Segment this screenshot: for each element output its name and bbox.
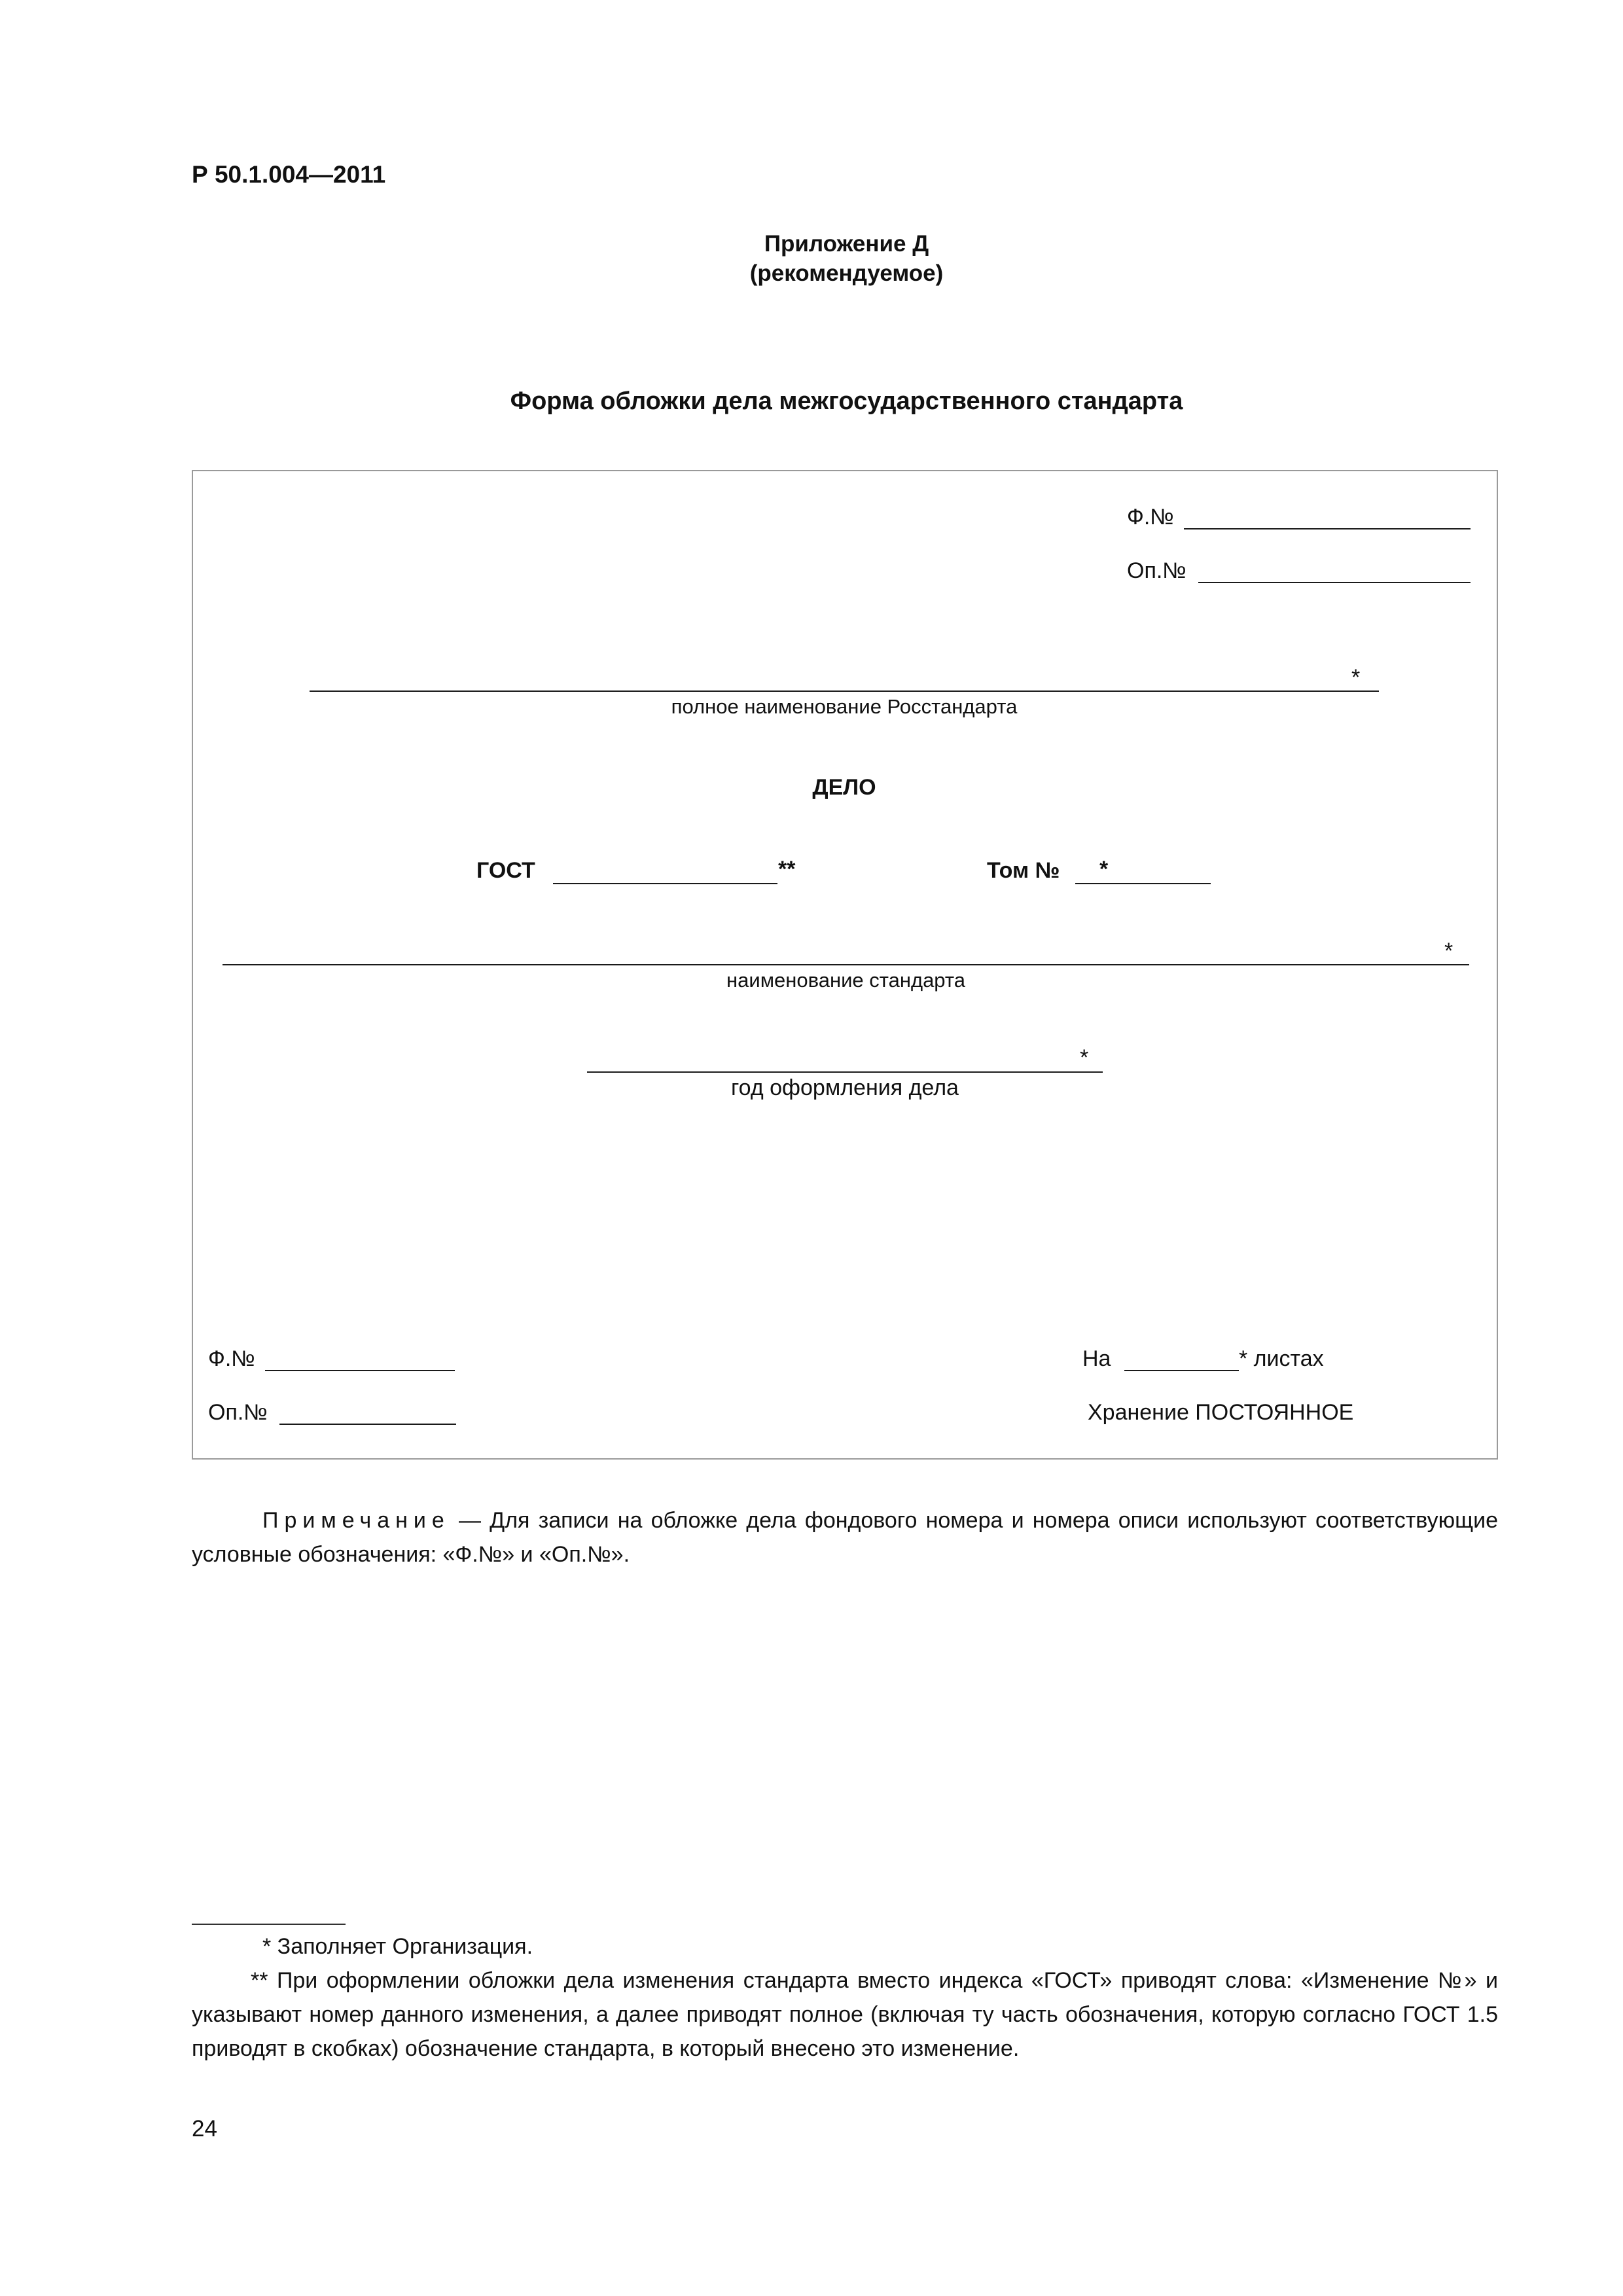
org-name-field[interactable] <box>310 691 1379 692</box>
top-opis-label: Оп.№ <box>1127 558 1186 583</box>
bottom-fond-field[interactable] <box>265 1370 455 1371</box>
form-title: Форма обложки дела межгосударственного стандарта <box>510 387 1183 415</box>
standard-name-star: * <box>1444 939 1454 963</box>
delo-heading: ДЕЛО <box>812 775 876 800</box>
note-label: Примечание <box>262 1508 450 1533</box>
storage-text: Хранение ПОСТОЯННОЕ <box>1088 1400 1354 1425</box>
bottom-fond-label: Ф.№ <box>208 1346 255 1371</box>
standard-name-caption: наименование стандарта <box>726 969 965 992</box>
page-number: 24 <box>192 2116 217 2142</box>
note-text: — Для записи на обложке дела фондового номера и номера описи используют соответствующие условные обозначения: «Ф.№» и «Оп.№». <box>192 1508 1498 1567</box>
document-id: Р 50.1.004—2011 <box>192 161 386 188</box>
tom-star: * <box>1099 857 1109 882</box>
appendix-title: Приложение Д <box>764 231 929 257</box>
org-name-caption: полное наименование Росстандарта <box>671 695 1018 718</box>
year-field[interactable] <box>587 1071 1103 1073</box>
year-caption: год оформления дела <box>731 1075 959 1100</box>
tom-number-field[interactable] <box>1075 883 1211 884</box>
top-fond-field[interactable] <box>1184 528 1471 529</box>
standard-name-field[interactable] <box>223 964 1469 965</box>
bottom-opis-label: Оп.№ <box>208 1400 268 1425</box>
appendix-status: (рекомендуемое) <box>749 260 944 286</box>
footnote-star: * Заполняет Организация. <box>262 1934 533 1959</box>
sheets-prefix: На <box>1082 1346 1111 1371</box>
gost-label: ГОСТ <box>476 858 535 883</box>
sheets-suffix: * листах <box>1239 1346 1324 1371</box>
footnote-double-star: ** При оформлении обложки дела изменения стандарта вместо индекса «ГОСТ» приводят слова: «Изменение №» и указывают номер данного изменения, а далее приводят полное (включая ту часть обозначения, которую согласно ГОСТ 1.5 приводят в скобках) обозначение стандарта, в который внесено это изменение. <box>192 1968 1498 2061</box>
top-opis-field[interactable] <box>1198 582 1471 583</box>
sheets-count-field[interactable] <box>1124 1370 1239 1371</box>
tom-label: Том № <box>987 858 1060 883</box>
footnotes <box>192 1929 1498 2066</box>
gost-number-field[interactable] <box>553 883 777 884</box>
footnote-divider <box>192 1924 346 1925</box>
gost-stars: ** <box>778 857 796 882</box>
note-paragraph <box>192 1503 1498 1571</box>
top-fond-label: Ф.№ <box>1127 505 1174 529</box>
bottom-opis-field[interactable] <box>279 1424 456 1425</box>
year-star: * <box>1080 1045 1089 1070</box>
org-name-star: * <box>1351 665 1361 690</box>
